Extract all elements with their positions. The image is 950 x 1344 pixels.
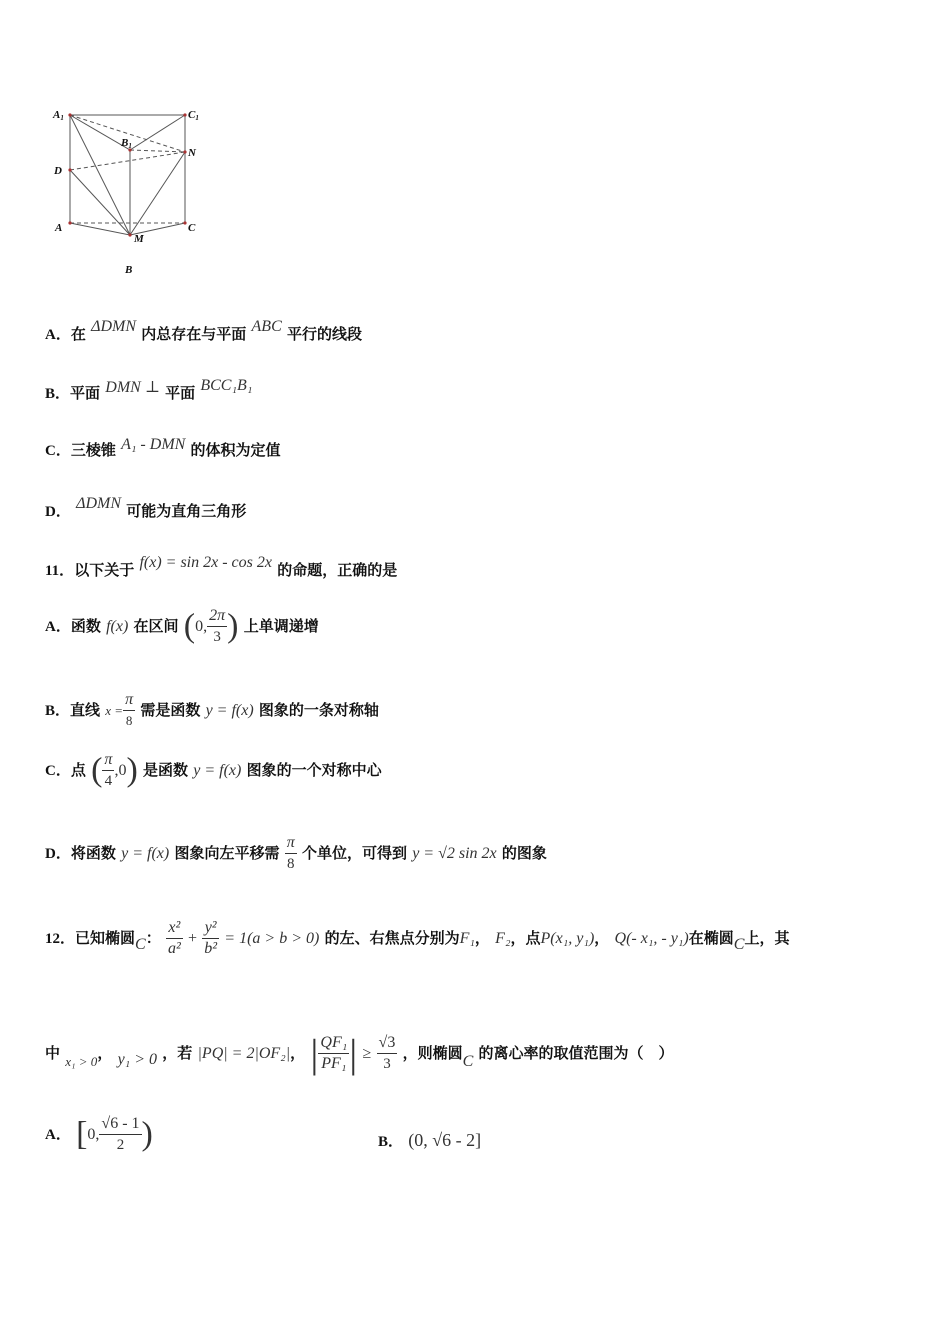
label-b: B	[125, 264, 133, 276]
label-a1: A1	[53, 109, 64, 122]
label-c: C	[188, 222, 196, 234]
label-n: N	[188, 147, 196, 159]
q10-option-d: D． ΔDMN 可能为直角三角形	[45, 495, 247, 520]
q11-option-c: C．点 ( $\frac{\pi}{4}$ ,0) 是函数 y = f(x) 图象的一个对称中心	[45, 751, 382, 789]
q10-option-c: C．三棱锥 A₁ - DMN 的体积为定值	[45, 436, 281, 459]
q11-option-d: D．将函数 y = f(x) 图象向左平移需 $\frac{\pi}{8}$ 个单位，可得到 y = √2 sin 2x 的图象	[45, 834, 547, 872]
label-b1: B1	[121, 137, 132, 150]
q10-option-a: A．在 ΔDMN 内总存在与平面 ABC 平行的线段	[45, 318, 362, 343]
q11-option-a: A．函数 f(x) 在区间 (0, $\frac{2\pi}{3}$ ) 上单调递增	[45, 607, 319, 645]
q12-option-b: B． (0, √6 - 2]	[378, 1130, 482, 1150]
q12-stem-line2: 中 x₁ > 0， y₁ > 0 ，若 |PQ| = 2|OF₂|， | $\frac{\text{QF₁}}{\text{PF₁}}$ | ≥ $\frac{√3}{3}$ ，则椭圆C 的离心率的取值范围为（ ）	[45, 1031, 674, 1076]
label-m: M	[134, 233, 144, 245]
prism-figure	[45, 100, 215, 280]
label-a: A	[55, 222, 63, 234]
q11-option-b: B．直线 x = $\frac{\pi}{8}$ 需是函数 y = f(x) 图象的一条对称轴	[45, 691, 379, 728]
q11-stem: 11．以下关于 f(x) = sin 2x - cos 2x 的命题，正确的是	[45, 554, 398, 579]
label-c1: C1	[188, 109, 199, 122]
label-d: D	[54, 165, 62, 177]
prism-diagram	[45, 100, 215, 280]
q12-stem-line1: 12．已知椭圆C： $\frac{\text{x²}}{\text{a²}}$ + $\frac{\text{y²}}{\text{b²}}$ = 1(a > b > 0) 的左、右焦点分别为F₁， F₂，点P(x₁, y₁)， Q(- x₁, - y₁)在椭圆C上，其	[45, 919, 790, 957]
q12-option-a: A． [0, $\frac{√6 - 1}{2}$ )	[45, 1115, 153, 1153]
q10-option-b: B．平面 DMN ⊥ 平面 BCC₁B₁	[45, 377, 253, 402]
